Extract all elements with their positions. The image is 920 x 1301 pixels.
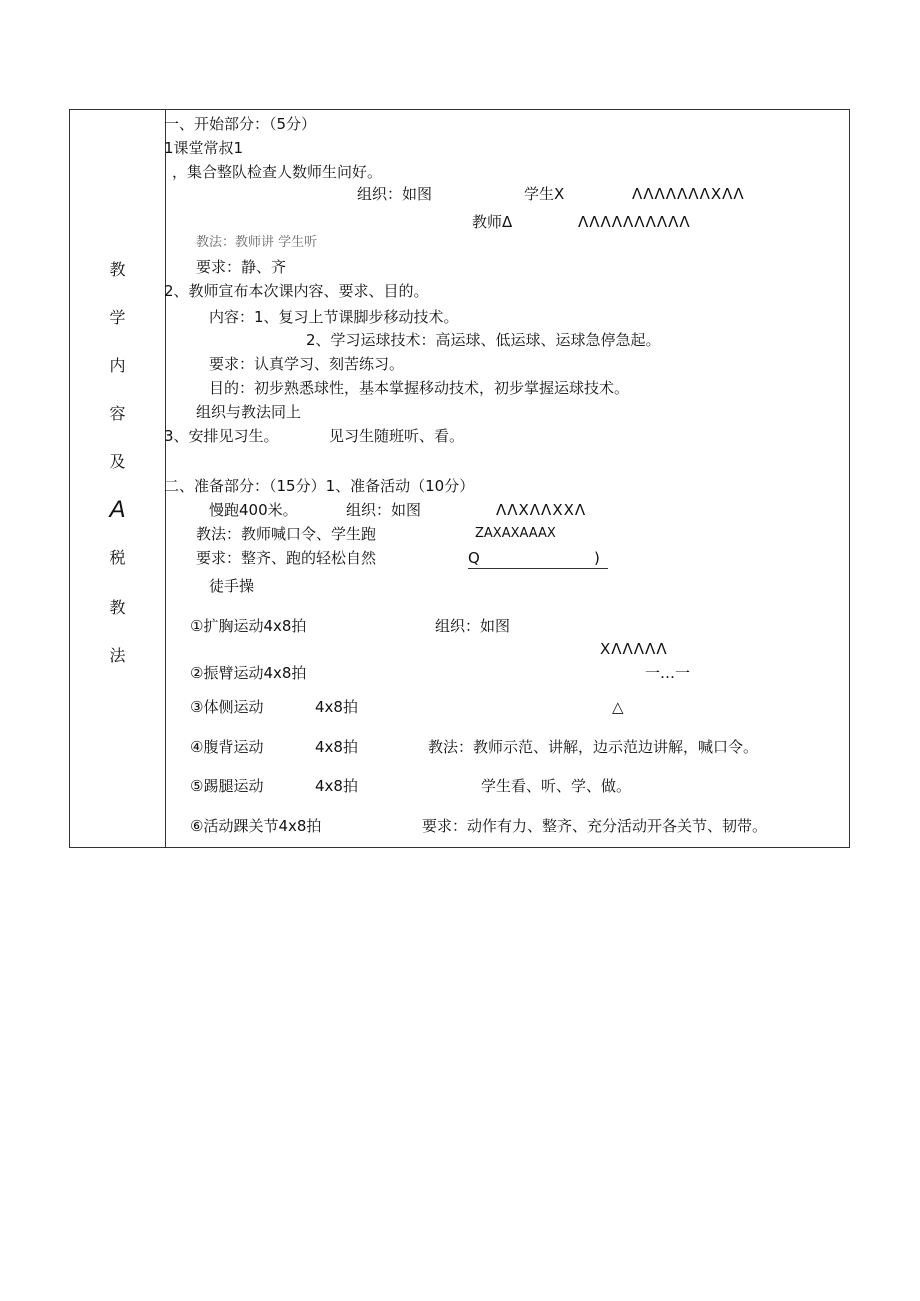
- formation-line: 一…一: [645, 664, 691, 682]
- label-char: 教: [109, 260, 126, 279]
- student-label: 学生X: [524, 185, 565, 203]
- exercise-5-name: ⑤踢腿运动: [190, 777, 264, 795]
- part2-heading: 二、准备部分：（15分）1、准备活动（10分）: [164, 477, 475, 495]
- exercise-3-name: ③体侧运动: [190, 698, 264, 716]
- freehand-exercise: 徒手操: [209, 577, 255, 595]
- student-formation-row: ΛΛΛΛΛΛΛXΛΛ: [632, 185, 745, 203]
- exercise-6: ⑥活动踝关节4x8拍: [190, 817, 322, 835]
- jog-text: 慢跑400米。: [209, 501, 298, 519]
- org-label: 组织：如图: [357, 185, 433, 203]
- exercise-5-count: 4x8拍: [315, 777, 358, 795]
- teacher-label: 教师Δ: [472, 213, 513, 231]
- exercise-org-label: 组织：如图: [435, 617, 511, 635]
- jog-requirement: 要求：整齐、跑的轻松自然: [196, 549, 377, 567]
- exercise-4-count: 4x8拍: [315, 738, 358, 756]
- item1-title: 1课堂常叔1: [164, 139, 244, 157]
- label-char: 容: [109, 404, 126, 423]
- content-1: 内容：1、复习上节课脚步移动技术。: [209, 308, 459, 326]
- org-method: 组织与教法同上: [196, 403, 302, 421]
- teacher-triangle-icon: △: [612, 698, 624, 716]
- content-2: 2、学习运球技术：高运球、低运球、运球急停急起。: [306, 331, 661, 349]
- label-char: 及: [109, 452, 126, 471]
- jog-formation-row: ΛΛXΛΛXXΛ: [496, 501, 587, 519]
- item1-text: ，集合整队检查人数师生问好。: [172, 163, 383, 181]
- label-char: 法: [109, 646, 126, 665]
- label-char: 学: [109, 308, 126, 327]
- item3: 3、安排见习生。: [164, 427, 279, 445]
- jog-method: 教法：教师喊口令、学生跑: [196, 525, 377, 543]
- exercise-2: ②振臂运动4x8拍: [190, 664, 307, 682]
- label-char: 教: [109, 598, 126, 617]
- student-activity: 学生看、听、学、做。: [481, 777, 632, 795]
- z-formation-row: ZAXAXAAAX: [475, 526, 556, 541]
- jog-org-label: 组织：如图: [346, 501, 422, 519]
- exercise-1: ①扩胸运动4x8拍: [190, 617, 307, 635]
- label-char: A: [109, 496, 126, 523]
- label-char: 税: [109, 548, 126, 567]
- teacher-formation-row: ΛΛΛΛΛΛΛΛΛΛ: [578, 213, 691, 231]
- exercise-3-count: 4x8拍: [315, 698, 358, 716]
- exercise-requirement: 要求：动作有力、整齐、充分活动开各关节、韧带。: [422, 817, 768, 835]
- item2: 2、教师宣布本次课内容、要求、目的。: [164, 282, 429, 300]
- requirement-2: 要求：认真学习、刻苦练习。: [209, 355, 405, 373]
- item3-observers: 见习生随班听、看。: [329, 427, 465, 445]
- part1-heading: 一、开始部分：（5分）: [164, 115, 317, 133]
- exercise-method: 教法：教师示范、讲解，边示范边讲解，喊口令。: [428, 738, 759, 756]
- exercise-formation-row: XΛΛΛΛΛ: [600, 640, 668, 658]
- q-formation-row: Q ): [468, 548, 608, 569]
- left-label-cell: [70, 110, 165, 847]
- requirement-1: 要求：静、齐: [196, 258, 287, 276]
- label-char: 内: [109, 356, 126, 375]
- exercise-4-name: ④腹背运动: [190, 738, 264, 756]
- purpose: 目的：初步熟悉球性，基本掌握移动技术，初步掌握运球技术。: [209, 379, 630, 397]
- faded-text-line: 教法：教师讲 学生听: [196, 235, 318, 250]
